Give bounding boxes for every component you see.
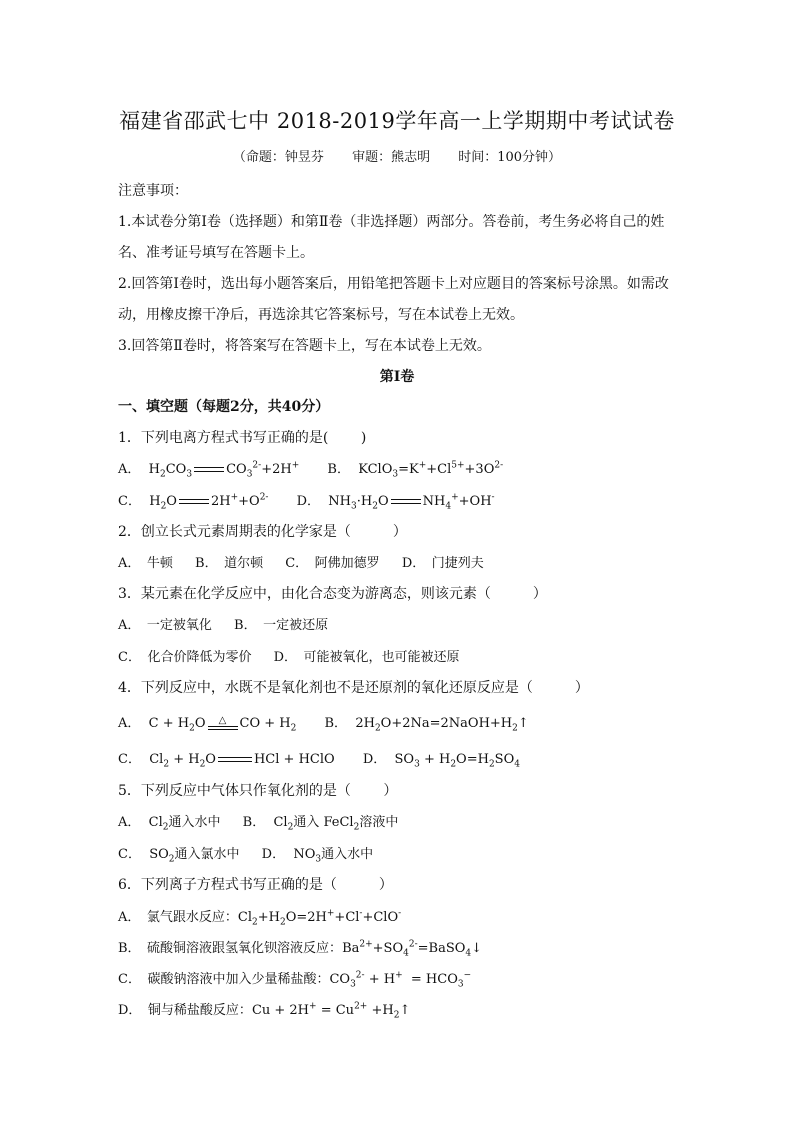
exam-meta [0,146,794,165]
question-5-stem: 5．下列反应中气体只作氧化剂的是（ ） [118,783,398,799]
reviewer-info: 审题：熊志明 [352,150,431,165]
option-c: C． $H_2O$ $2H^++O^{2-}$ [118,492,269,512]
volume-heading: 第Ⅰ卷 [379,369,415,385]
option-a: A． $H_2CO_3$ $CO_3^{2-}+2H^+$ [118,460,300,480]
option-c: C． $SO_2$通入氯水中 [118,847,240,865]
note-2-line-1: 2.回答第Ⅰ卷时，选出每小题答案后，用铅笔把答题卡上对应题目的答案标号涂黑。如需改 [118,276,669,292]
option-b: B． 一定被还原 [234,618,329,633]
question-2-stem: 2．创立长式元素周期表的化学家是（ ） [118,524,407,540]
question-5-row-cd [118,843,373,865]
section-heading: 一、填空题（每题2分，共40分） [118,399,330,415]
page-title: 福建省邵武七中 2018-2019学年高一上学期期中考试试卷 [119,109,675,133]
option-d: D． $SO_3 + H_2O=H_2SO_4$ [362,752,520,770]
option-c: C． $Cl_2 + H_2O$ HCl + HClO [118,752,335,770]
time-info: 时间：100分钟） [458,150,562,165]
option-d: D． $NO_3$通入水中 [261,847,374,865]
question-2-options [118,552,484,571]
heat-symbol: △ [206,716,240,732]
note-2-line-2: 动，用橡皮擦干净后，再选涂其它答案标号，写在本试卷上无效。 [118,307,524,323]
question-3-row-cd [118,646,460,665]
question-3-stem: 3．某元素在化学反应中，由化合态变为游离态，则该元素（ ） [118,586,547,602]
question-4-row-cd [118,748,520,770]
note-1-line-2: 名、准考证号填写在答题卡上。 [118,245,314,261]
option-a: A． 牛顿 [118,556,173,571]
notes-heading: 注意事项： [118,183,188,199]
option-d: D． $NH_3\cdot H_2O$ $NH_4^++OH^-$ [296,492,495,512]
question-1-stem: 1．下列电离方程式书写正确的是( ) [118,430,367,446]
option-c: C． 碳酸钠溶液中加入少量稀盐酸：$CO_3^{2-} + H^+ = HCO_3^-$ [118,970,472,990]
question-1-row-cd [118,490,495,512]
option-c: C． 阿佛加德罗 [285,556,380,571]
note-1-line-1: 1.本试卷分第Ⅰ卷（选择题）和第Ⅱ卷（非选择题）两部分。答卷前，考生务必将自己的姓 [118,214,665,230]
question-6-stem: 6．下列离子方程式书写正确的是（ ） [118,877,393,893]
option-b: B． $2H_2O+2Na=2NaOH+H_2↑$ [324,716,529,734]
question-4-stem: 4．下列反应中，水既不是氧化剂也不是还原剂的氧化还原反应是（ ） [118,680,589,696]
question-5-row-ab [118,811,398,833]
option-a: A． 氯气跟水反应：$Cl_2+H_2O=2H^++Cl^-+ClO^-$ [118,908,402,928]
option-d: D． 门捷列夫 [401,556,484,571]
author-info: （命题：钟昱芬 [232,150,324,165]
option-a: A． $Cl_2$通入水中 [118,815,221,833]
option-c: C． 化合价降低为零价 [118,650,252,665]
question-1-row-ab [118,458,503,480]
option-a: A． 一定被氧化 [118,618,212,633]
question-3-row-ab [118,614,328,633]
option-b: B． 硫酸铜溶液跟氢氧化钡溶液反应：$Ba^{2+}+SO_4^{2-}=BaSO_4↓$ [118,939,483,959]
option-d: D． 可能被氧化，也可能被还原 [273,650,460,665]
option-a: A． $C + H_2O$ △ CO + $H_2$ [118,714,297,734]
option-d: D． 铜与稀盐酸反应：$Cu + 2H^+ = Cu^{2+}$ $+H_2↑$ [118,1001,411,1021]
option-b: B． $Cl_2$通入 FeCl$_2$溶液中 [242,815,399,833]
option-b: B． $KClO_3=K^++Cl^{5+}+3O^{2-}$ [327,460,504,480]
question-4-row-ab [118,712,529,734]
option-b: B． 道尔顿 [195,556,264,571]
note-3: 3.回答第Ⅱ卷时，将答案写在答题卡上，写在本试卷上无效。 [118,338,491,354]
